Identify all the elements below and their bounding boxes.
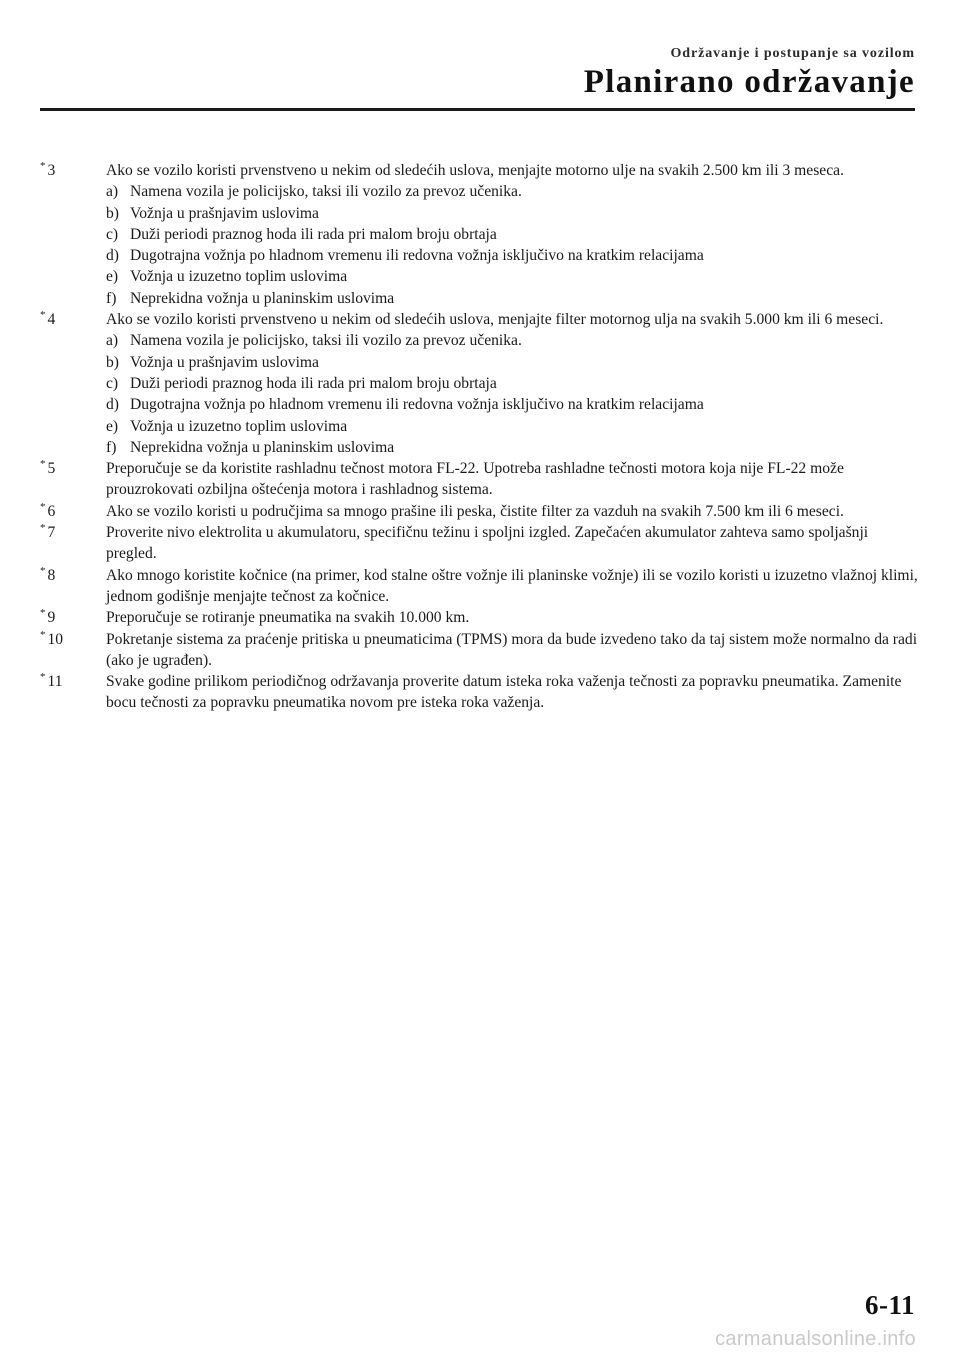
list-item-text: Vožnja u prašnjavim uslovima xyxy=(130,353,319,371)
list-item-text: Dugotrajna vožnja po hladnom vremenu ili redovna vožnja isključivo na kratkim relacijama xyxy=(130,247,704,265)
list-item xyxy=(106,394,920,415)
watermark[interactable]: carmanualsonline.info xyxy=(715,1328,916,1350)
list-item-text: Vožnja u izuzetno toplim uslovima xyxy=(130,268,348,286)
footnote-item xyxy=(40,607,920,628)
list-item-letter: e) xyxy=(106,268,119,286)
footnote-list xyxy=(40,160,920,714)
list-item xyxy=(106,181,920,202)
list-item-text: Neprekidna vožnja u planinskim uslovima xyxy=(130,438,395,456)
footnote-number: 4 xyxy=(47,311,56,329)
list-item-text: Duži periodi praznog hoda ili rada pri malom broju obrtaja xyxy=(130,374,497,392)
footnote-number: 10 xyxy=(47,630,64,648)
list-item-letter: f) xyxy=(106,289,117,307)
footnote-marker xyxy=(40,607,55,630)
list-item-letter: c) xyxy=(106,374,119,392)
footnote-marker xyxy=(40,309,55,332)
list-item-letter: a) xyxy=(106,183,119,201)
footnote-number: 5 xyxy=(47,460,56,478)
list-item-letter: e) xyxy=(106,417,119,435)
footnote-text: Svake godine prilikom periodičnog održavanja proverite datum isteka roka važenja tečnosti za popravku pneumatika. Zamenite bocu tečnosti za popravku pneumatika novom pre isteka roka važenja. xyxy=(106,673,902,712)
footnote-number: 6 xyxy=(47,502,56,520)
footnote-number: 3 xyxy=(47,162,56,179)
list-item-letter: d) xyxy=(106,396,119,414)
footnote-marker xyxy=(40,501,55,524)
condition-list xyxy=(106,181,920,309)
list-item xyxy=(106,352,920,373)
list-item-text: Duži periodi praznog hoda ili rada pri malom broju obrtaja xyxy=(130,225,497,243)
list-item xyxy=(106,416,920,437)
footnote-item xyxy=(40,501,920,522)
list-item-text: Namena vozila je policijsko, taksi ili vozilo za prevoz učenika. xyxy=(130,332,522,350)
list-item-text: Vožnja u prašnjavim uslovima xyxy=(130,204,319,222)
asterisk-icon: * xyxy=(40,458,46,471)
footnote-number: 11 xyxy=(47,673,63,691)
footnote-item xyxy=(40,160,920,309)
list-item-letter: b) xyxy=(106,204,119,222)
list-item-text: Neprekidna vožnja u planinskim uslovima xyxy=(130,289,395,307)
footnote-marker xyxy=(40,160,55,183)
list-item xyxy=(106,373,920,394)
asterisk-icon: * xyxy=(40,309,46,322)
footnote-text: Proverite nivo elektrolita u akumulatoru, specifičnu težinu i spoljni izgled. Zapečaćen akumulator zahteva samo spoljašnji pregled. xyxy=(106,524,869,563)
list-item xyxy=(106,330,920,351)
footnote-item xyxy=(40,671,920,714)
footnote-text: Ako se vozilo koristi prvenstveno u nekim od sledećih uslova, menjajte filter motornog ulja na svakih 5.000 km ili 6 meseci. xyxy=(106,311,884,329)
footnote-text: Ako se vozilo koristi u područjima sa mnogo prašine ili peska, čistite filter za vazduh na svakih 7.500 km ili 6 meseci. xyxy=(106,502,844,520)
condition-list xyxy=(106,330,920,458)
footnote-marker xyxy=(40,522,55,545)
footnote-marker xyxy=(40,629,63,652)
footnote-item xyxy=(40,458,920,501)
asterisk-icon: * xyxy=(40,607,46,620)
section-label: Održavanje i postupanje sa vozilom xyxy=(670,46,915,61)
footnote-number: 7 xyxy=(47,524,56,542)
list-item-letter: a) xyxy=(106,332,119,350)
footnote-marker xyxy=(40,671,63,694)
list-item-letter: f) xyxy=(106,438,117,456)
list-item xyxy=(106,203,920,224)
list-item xyxy=(106,437,920,458)
list-item xyxy=(106,288,920,309)
page-header xyxy=(0,0,960,115)
list-item-text: Vožnja u izuzetno toplim uslovima xyxy=(130,417,348,435)
list-item-letter: b) xyxy=(106,353,119,371)
asterisk-icon: * xyxy=(40,522,46,535)
footnote-marker xyxy=(40,565,55,588)
footnote-item xyxy=(40,309,920,458)
footnote-number: 9 xyxy=(47,609,56,627)
asterisk-icon: * xyxy=(40,628,46,641)
asterisk-icon: * xyxy=(40,564,46,577)
footnote-text: Ako mnogo koristite kočnice (na primer, kod stalne oštre vožnje ili planinske vožnje) ili se vozilo koristi u izuzetno vlažnoj klimi, jednom godišnje menjajte tečnost za kočnice. xyxy=(106,566,918,605)
footnote-text: Preporučuje se rotiranje pneumatika na svakih 10.000 km. xyxy=(106,609,470,627)
list-item xyxy=(106,245,920,266)
footnote-text: Preporučuje se da koristite rashladnu tečnost motora FL-22. Upotreba rashladne tečnosti motora koja nije FL-22 može prouzrokovati ozbiljna oštećenja motora i rashladnog sistema. xyxy=(106,460,844,499)
footnote-item xyxy=(40,522,920,565)
list-item-letter: c) xyxy=(106,225,119,243)
footnote-item xyxy=(40,565,920,608)
footnote-text: Ako se vozilo koristi prvenstveno u nekim od sledećih uslova, menjajte motorno ulje na svakih 2.500 km ili 3 meseca. xyxy=(106,162,844,179)
header-divider xyxy=(40,108,915,111)
page-title: Planirano održavanje xyxy=(583,64,915,100)
list-item-text: Namena vozila je policijsko, taksi ili vozilo za prevoz učenika. xyxy=(130,183,522,201)
footnote-number: 8 xyxy=(47,566,56,584)
page-number: 6-11 xyxy=(864,1290,915,1320)
list-item xyxy=(106,224,920,245)
footnote-item xyxy=(40,629,920,672)
list-item xyxy=(106,266,920,287)
list-item-text: Dugotrajna vožnja po hladnom vremenu ili redovna vožnja isključivo na kratkim relacijama xyxy=(130,396,704,414)
asterisk-icon: * xyxy=(40,160,46,172)
asterisk-icon: * xyxy=(40,671,46,684)
list-item-letter: d) xyxy=(106,247,119,265)
footnote-text: Pokretanje sistema za praćenje pritiska u pneumaticima (TPMS) mora da bude izvedeno tako da taj sistem može normalno da radi (ako je ugrađen). xyxy=(106,630,918,669)
asterisk-icon: * xyxy=(40,500,46,513)
footnote-marker xyxy=(40,458,55,481)
